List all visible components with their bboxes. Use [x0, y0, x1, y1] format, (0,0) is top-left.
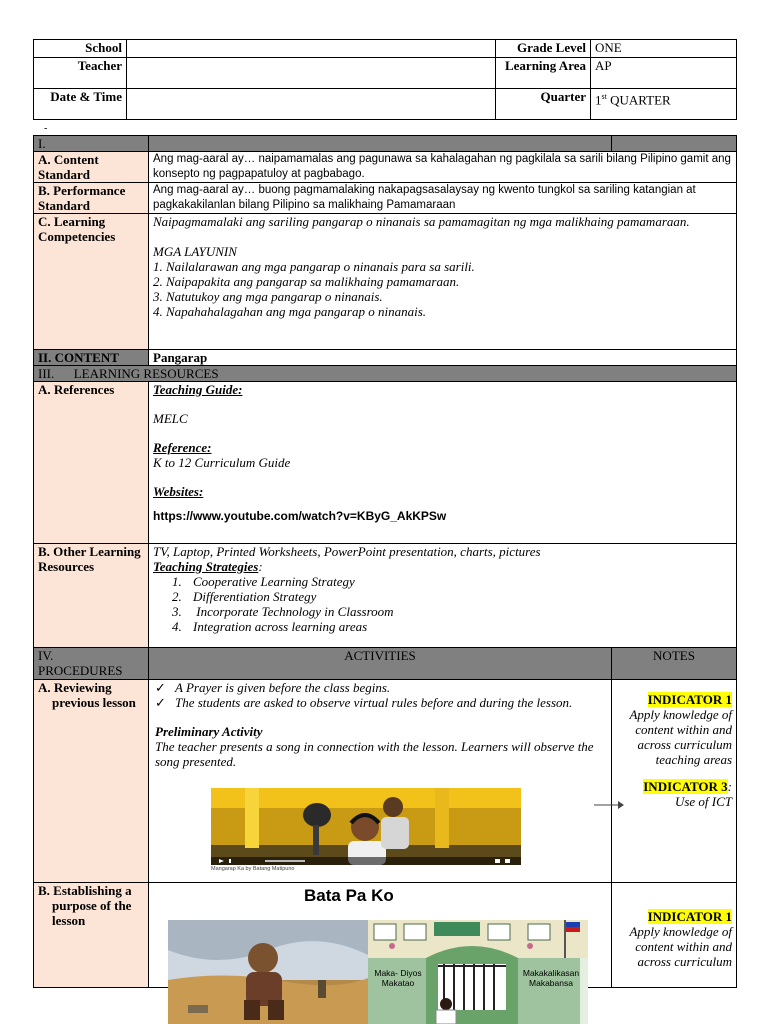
websites-label: Websites: [153, 484, 204, 499]
procedures-header-row [34, 648, 737, 680]
content-standard-row [34, 152, 737, 183]
reference-label: Reference: [153, 440, 212, 455]
establishing-label: B. Establishing a purpose of the lesson [34, 883, 149, 988]
materials-text: TV, Laptop, Printed Worksheets, PowerPoint presentation, charts, pictures [153, 544, 541, 559]
competencies-label: C. Learning Competencies [34, 214, 149, 350]
date-time-label: Date & Time [34, 89, 127, 120]
layunin-title: MGA LAYUNIN [153, 244, 237, 259]
layunin-item: 3. Natutukoy ang mga pangarap o ninanais. [153, 289, 383, 304]
competencies-cell [149, 214, 737, 350]
strategies-label: Teaching Strategies [153, 559, 259, 574]
school-value [127, 40, 496, 58]
strategy-item: 2. Differentiation Strategy [185, 589, 732, 604]
quarter-value: 1st QUARTER [591, 89, 737, 120]
reviewing-notes: INDICATOR 1 Apply knowledge of content within and across curriculum teaching areas INDICATOR 3: Use of ICT [612, 680, 737, 883]
preliminary-label: Preliminary Activity [155, 724, 263, 739]
layunin-item: 4. Napahahalagahan ang mga pangarap o ninanais. [153, 304, 427, 319]
indicator-1-text: Apply knowledge of content within and across curriculum [629, 924, 732, 969]
check-icon: ✓ [155, 680, 166, 695]
video-frame [205, 785, 525, 875]
performance-standard-text: Ang mag-aaral ay… buong pagmamalaking nakapagsasalaysay ng kwento tungkol sa sariling katangian at pagkakakilanlan bilang Pilipino sa malikhaing Pamamaraan [149, 183, 737, 214]
content-row [34, 350, 737, 366]
quarter-label: Quarter [496, 89, 591, 120]
indicator-3-text: Use of ICT [674, 794, 732, 809]
indicator-1-badge: INDICATOR 1 [647, 909, 732, 924]
date-time-value [127, 89, 496, 120]
reviewing-label: A. Reviewing previous lesson [34, 680, 149, 883]
content-value: Pangarap [149, 350, 737, 366]
song-video-thumbnail[interactable] [205, 785, 525, 875]
bata-pa-ko-image [168, 880, 588, 1024]
teaching-guide-label: Teaching Guide: [153, 382, 243, 397]
preliminary-text: The teacher presents a song in connection with the lesson. Learners will observe the song presented. [155, 739, 594, 769]
grade-level-value: ONE [591, 40, 737, 58]
strategy-item: 3. Incorporate Technology in Classroom [185, 604, 732, 619]
learning-resources-label: III. LEARNING RESOURCES [34, 366, 737, 382]
arrow-icon [594, 800, 624, 810]
check-icon: ✓ [155, 695, 166, 710]
school-label: School [34, 40, 127, 58]
strategy-item: 4. Integration across learning areas [185, 619, 732, 634]
gate-sign-right: Makakalikasan Makabansa [522, 968, 580, 988]
strategies-list [153, 574, 732, 634]
teaching-guide-value: MELC [153, 411, 188, 426]
section-i-label: I. [34, 136, 149, 152]
learning-area-value: AP [591, 58, 737, 89]
references-label: A. References [34, 382, 149, 544]
content-standard-label: A. Content Standard [34, 152, 149, 183]
learning-area-label: Learning Area [496, 58, 591, 89]
grade-level-label: Grade Level [496, 40, 591, 58]
performance-standard-row [34, 183, 737, 214]
other-resources-row [34, 544, 737, 648]
strategy-item: 1. Cooperative Learning Strategy [185, 574, 732, 589]
reference-value: K to 12 Curriculum Guide [153, 455, 291, 470]
competencies-text: Naipagmamalaki ang sariling pangarap o ninanais sa pamamagitan ng mga malikhaing pamamaraan. [153, 214, 690, 229]
content-standard-text: Ang mag-aaral ay… naipamamalas ang pagunawa sa kahalagahan ng pagkilala sa sarili bilang Pilipino gamit ang konsepto ng pagpapatuloy at pagbabago. [149, 152, 737, 183]
content-label: II. CONTENT [34, 350, 149, 366]
website-link[interactable]: https://www.youtube.com/watch?v=KByG_AkKPSw [153, 509, 447, 523]
procedures-label: IV. PROCEDURES [34, 648, 149, 680]
sad-child-drawing [168, 920, 368, 1024]
establishing-notes [612, 883, 737, 988]
indicator-1-text: Apply knowledge of content within and across curriculum teaching areas [629, 707, 732, 767]
lesson-header-table [33, 39, 737, 120]
check-item: ✓ The students are asked to observe virtual rules before and during the lesson. [155, 695, 573, 710]
indicator-3-badge: INDICATOR 3 [643, 779, 728, 794]
competencies-row [34, 214, 737, 350]
other-resources-label: B. Other Learning Resources [34, 544, 149, 648]
indicator-1-badge: INDICATOR 1 [647, 692, 732, 707]
other-resources-cell: TV, Laptop, Printed Worksheets, PowerPoint presentation, charts, pictures Teaching Strategies: 1. Cooperative Learning Strategy 2. Differentiation Strategy 3. Incorporate Technology in Classroom 4. Integration across learning areas [149, 544, 737, 648]
performance-standard-label: B. Performance Standard [34, 183, 149, 214]
gate-sign-left: Maka- Diyos Makatao [374, 968, 422, 988]
teacher-label: Teacher [34, 58, 127, 89]
layunin-item: 1. Nailalarawan ang mga pangarap o ninanais para sa sarili. [153, 259, 475, 274]
activities-header: ACTIVITIES [149, 648, 612, 680]
check-item: ✓ A Prayer is given before the class begins. [155, 680, 391, 695]
references-cell [149, 382, 737, 544]
stray-mark: - [44, 123, 48, 134]
notes-header: NOTES [612, 648, 737, 680]
video-caption: Mangarap Ka by Batang Matipuno [211, 866, 295, 872]
learning-resources-row [34, 366, 737, 382]
teacher-value [127, 58, 496, 89]
bata-pa-ko-title: Bata Pa Ko [304, 886, 394, 905]
section-i-row [34, 136, 737, 152]
layunin-item: 2. Naipapakita ang pangarap sa malikhaing pamamaraan. [153, 274, 460, 289]
references-row [34, 382, 737, 544]
